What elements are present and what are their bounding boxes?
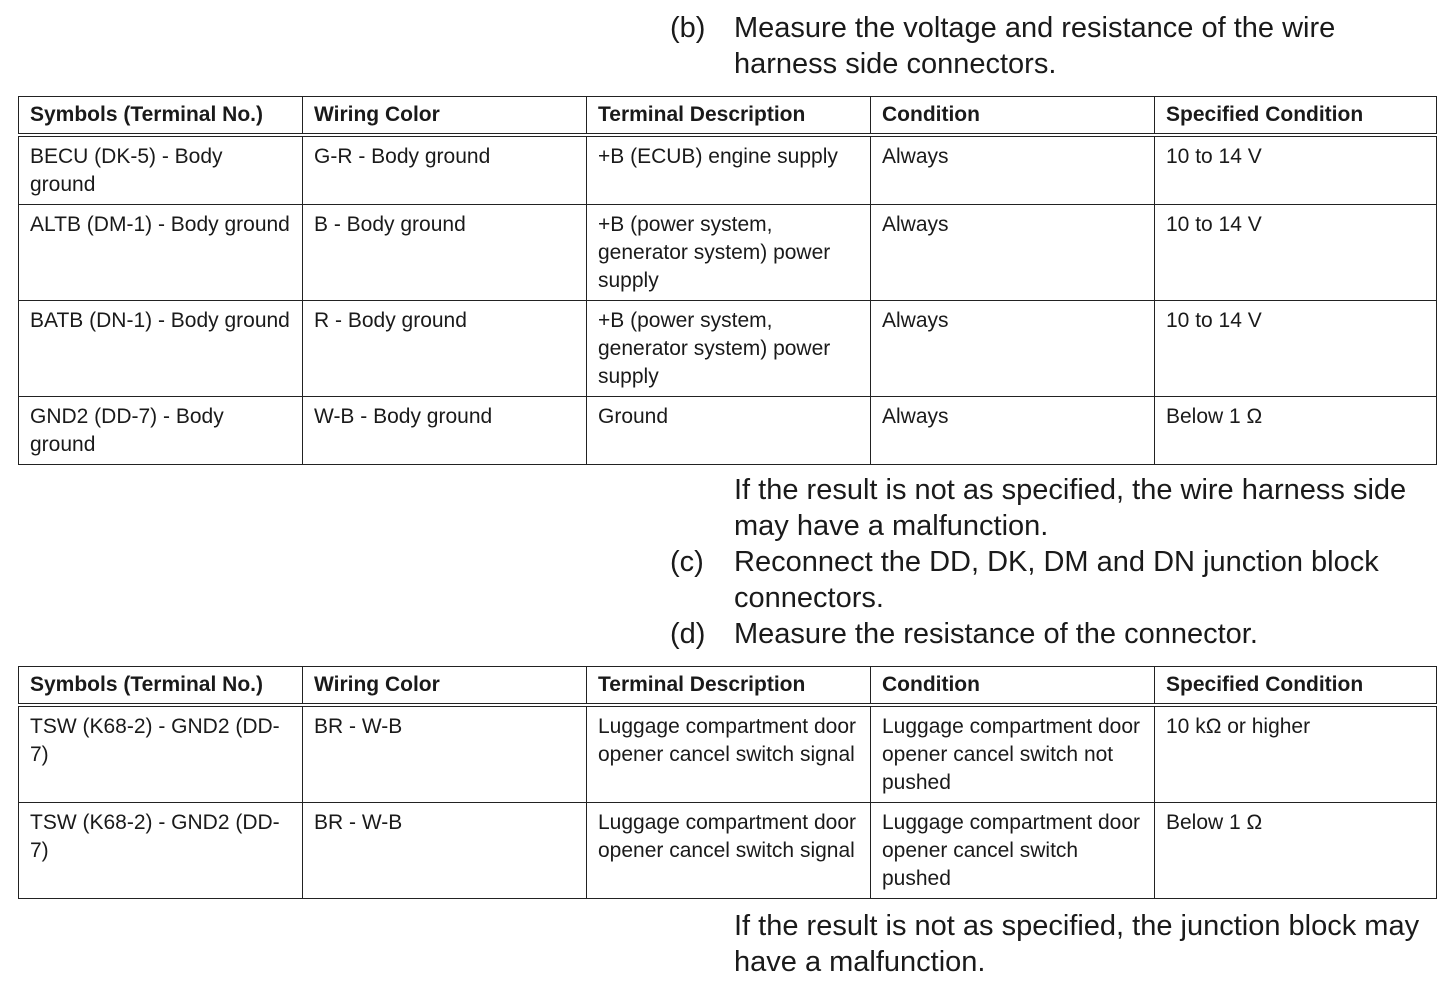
cell-condition: Always — [871, 396, 1155, 464]
cell-specified-condition: Below 1 Ω — [1155, 396, 1437, 464]
cell-symbols: ALTB (DM-1) - Body ground — [19, 204, 303, 300]
table-row — [19, 802, 1437, 898]
cell-specified-condition: Below 1 Ω — [1155, 802, 1437, 898]
step-b-text: Measure the voltage and resistance of the wire harness side connectors. — [734, 12, 1336, 80]
header-terminal-description: Terminal Description — [587, 667, 871, 705]
voltage-resistance-table — [18, 96, 1437, 465]
cell-symbols: TSW (K68-2) - GND2 (DD-7) — [19, 705, 303, 803]
cell-wiring-color: W-B - Body ground — [303, 396, 587, 464]
step-b — [670, 10, 1440, 82]
connector-resistance-table — [18, 666, 1437, 899]
note-junction-block: If the result is not as specified, the junction block may have a malfunction. — [734, 910, 1420, 978]
cell-wiring-color: R - Body ground — [303, 300, 587, 396]
header-terminal-description: Terminal Description — [587, 97, 871, 135]
step-d — [670, 616, 1440, 652]
cell-symbols: BATB (DN-1) - Body ground — [19, 300, 303, 396]
table-row — [19, 204, 1437, 300]
cell-terminal-description: Ground — [587, 396, 871, 464]
step-c — [670, 544, 1440, 616]
cell-specified-condition: 10 to 14 V — [1155, 300, 1437, 396]
cell-symbols: GND2 (DD-7) - Body ground — [19, 396, 303, 464]
step-b-label: (b) — [670, 12, 706, 44]
cell-specified-condition: 10 to 14 V — [1155, 204, 1437, 300]
header-specified-condition: Specified Condition — [1155, 667, 1437, 705]
cell-wiring-color: G-R - Body ground — [303, 135, 587, 205]
header-condition: Condition — [871, 97, 1155, 135]
cell-condition: Always — [871, 135, 1155, 205]
cell-symbols: TSW (K68-2) - GND2 (DD-7) — [19, 802, 303, 898]
table-row — [19, 135, 1437, 205]
table-row — [19, 300, 1437, 396]
cell-terminal-description: Luggage compartment door opener cancel switch signal — [587, 802, 871, 898]
header-wiring-color: Wiring Color — [303, 667, 587, 705]
table-header-row — [19, 97, 1437, 135]
header-specified-condition: Specified Condition — [1155, 97, 1437, 135]
cell-specified-condition: 10 kΩ or higher — [1155, 705, 1437, 803]
cell-condition: Luggage compartment door opener cancel switch pushed — [871, 802, 1155, 898]
table-header-row — [19, 667, 1437, 705]
cell-terminal-description: Luggage compartment door opener cancel switch signal — [587, 705, 871, 803]
step-c-text: Reconnect the DD, DK, DM and DN junction block connectors. — [734, 546, 1379, 614]
table-row — [19, 396, 1437, 464]
cell-condition: Always — [871, 300, 1155, 396]
note-wire-harness: If the result is not as specified, the wire harness side may have a malfunction. — [734, 474, 1407, 542]
cell-terminal-description: +B (power system, generator system) power supply — [587, 300, 871, 396]
cell-wiring-color: BR - W-B — [303, 802, 587, 898]
table-row — [19, 705, 1437, 803]
step-c-label: (c) — [670, 546, 704, 578]
header-symbols: Symbols (Terminal No.) — [19, 667, 303, 705]
step-d-text: Measure the resistance of the connector. — [734, 618, 1258, 650]
cell-condition: Luggage compartment door opener cancel switch not pushed — [871, 705, 1155, 803]
header-condition: Condition — [871, 667, 1155, 705]
cell-terminal-description: +B (ECUB) engine supply — [587, 135, 871, 205]
header-wiring-color: Wiring Color — [303, 97, 587, 135]
header-symbols: Symbols (Terminal No.) — [19, 97, 303, 135]
step-d-label: (d) — [670, 618, 706, 650]
cell-symbols: BECU (DK-5) - Body ground — [19, 135, 303, 205]
cell-wiring-color: BR - W-B — [303, 705, 587, 803]
cell-specified-condition: 10 to 14 V — [1155, 135, 1437, 205]
cell-wiring-color: B - Body ground — [303, 204, 587, 300]
cell-condition: Always — [871, 204, 1155, 300]
cell-terminal-description: +B (power system, generator system) power supply — [587, 204, 871, 300]
